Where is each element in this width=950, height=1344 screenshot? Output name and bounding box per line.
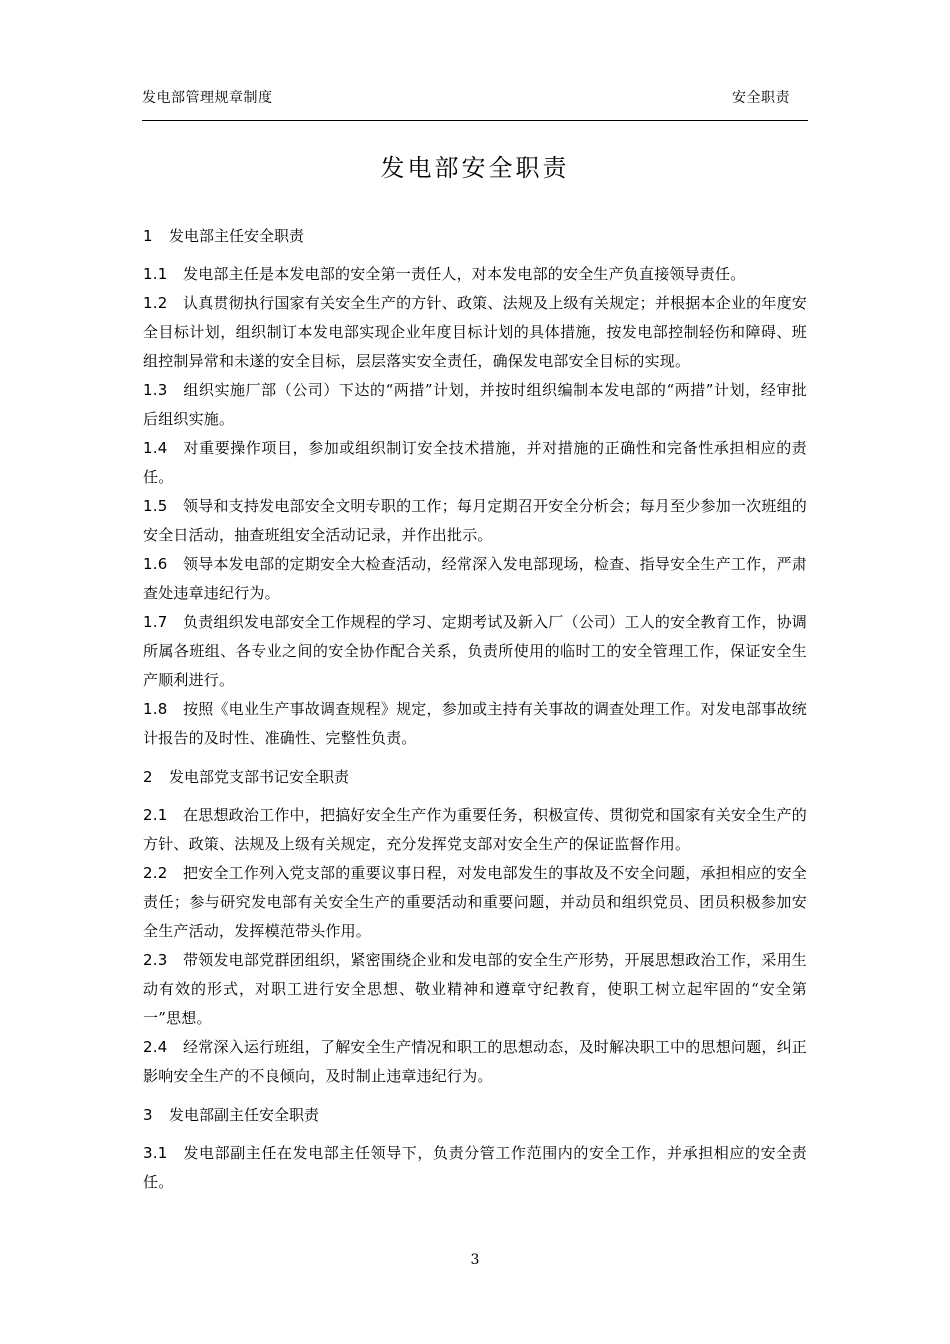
clause-number: 1.6 (143, 555, 168, 573)
clause-text: 认真贯彻执行国家有关安全生产的方针、政策、法规及上级有关规定；并根据本企业的年度安全目标计划，组织制订本发电部实现企业年度目标计划的具体措施，按发电部控制轻伤和障碍、班组控制异常和未遂的安全目标，层层落实安全责任，确保发电部安全目标的实现。 (143, 294, 807, 370)
page-title: 发电部安全职责 (380, 154, 570, 182)
clause-number: 1.8 (143, 700, 168, 718)
clause-text: 组织实施厂部（公司）下达的“两措”计划，并按时组织编制本发电部的“两措”计划，经审批后组织实施。 (143, 381, 807, 428)
header-left-text: 发电部管理规章制度 (142, 90, 273, 106)
clause-number: 1.5 (143, 497, 168, 515)
clause-number: 1.3 (143, 381, 168, 399)
clause-text: 发电部主任是本发电部的安全第一责任人，对本发电部的安全生产负直接领导责任。 (183, 265, 746, 283)
clause-paragraph (143, 695, 807, 753)
page-number: 3 (470, 1252, 480, 1268)
clause-number: 1.2 (143, 294, 168, 312)
clause-number: 1.4 (143, 439, 168, 457)
section-number: 1 (143, 227, 153, 245)
clause-paragraph (143, 859, 807, 946)
clause-text: 带领发电部党群团组织，紧密围绕企业和发电部的安全生产形势，开展思想政治工作，采用生动有效的形式，对职工进行安全思想、敬业精神和遵章守纪教育，使职工树立起牢固的“安全第一”思想。 (143, 951, 807, 1027)
clause-number: 3.1 (143, 1144, 168, 1162)
document-body (143, 222, 807, 1207)
clause-paragraph (143, 376, 807, 434)
clause-text: 经常深入运行班组，了解安全生产情况和职工的思想动态，及时解决职工中的思想问题，纠正影响安全生产的不良倾向，及时制止违章违纪行为。 (143, 1038, 807, 1085)
clause-paragraph (143, 608, 807, 695)
clause-paragraph (143, 801, 807, 859)
clause-text: 在思想政治工作中，把搞好安全生产作为重要任务，积极宣传、贯彻党和国家有关安全生产的方针、政策、法规及上级有关规定，充分发挥党支部对安全生产的保证监督作用。 (143, 806, 807, 853)
clause-paragraph (143, 260, 807, 289)
section-2 (143, 763, 807, 1091)
clause-text: 发电部副主任在发电部主任领导下，负责分管工作范围内的安全工作，并承担相应的安全责任。 (143, 1144, 807, 1191)
section-1 (143, 222, 807, 753)
header-right-text: 安全职责 (732, 90, 790, 106)
clause-paragraph (143, 550, 807, 608)
header-divider (142, 120, 808, 121)
clause-paragraph (143, 434, 807, 492)
clause-paragraph (143, 1033, 807, 1091)
section-3 (143, 1101, 807, 1197)
clause-number: 1.7 (143, 613, 168, 631)
section-heading (143, 1101, 807, 1129)
section-number: 2 (143, 768, 153, 786)
clause-number: 1.1 (143, 265, 168, 283)
clause-text: 领导本发电部的定期安全大检查活动，经常深入发电部现场，检查、指导安全生产工作，严肃查处违章违纪行为。 (143, 555, 807, 602)
clause-number: 2.1 (143, 806, 168, 824)
clause-paragraph (143, 289, 807, 376)
clause-text: 负责组织发电部安全工作规程的学习、定期考试及新入厂（公司）工人的安全教育工作，协调所属各班组、各专业之间的安全协作配合关系，负责所使用的临时工的安全管理工作，保证安全生产顺利进行。 (143, 613, 807, 689)
clause-number: 2.3 (143, 951, 168, 969)
clause-text: 对重要操作项目，参加或组织制订安全技术措施，并对措施的正确性和完备性承担相应的责任。 (143, 439, 807, 486)
clause-text: 把安全工作列入党支部的重要议事日程，对发电部发生的事故及不安全问题，承担相应的安全责任；参与研究发电部有关安全生产的重要活动和重要问题，并动员和组织党员、团员积极参加安全生产活动，发挥模范带头作用。 (143, 864, 807, 940)
clause-number: 2.4 (143, 1038, 168, 1056)
section-heading-text: 发电部党支部书记安全职责 (169, 768, 350, 786)
clause-text: 按照《电业生产事故调查规程》规定，参加或主持有关事故的调查处理工作。对发电部事故统计报告的及时性、准确性、完整性负责。 (143, 700, 807, 747)
section-heading-text: 发电部主任安全职责 (169, 227, 305, 245)
clause-paragraph (143, 492, 807, 550)
clause-number: 2.2 (143, 864, 168, 882)
section-number: 3 (143, 1106, 153, 1124)
page-header (142, 82, 808, 122)
clause-paragraph (143, 946, 807, 1033)
section-heading (143, 763, 807, 791)
clause-paragraph (143, 1139, 807, 1197)
clause-text: 领导和支持发电部安全文明专职的工作；每月定期召开安全分析会；每月至少参加一次班组的安全日活动，抽查班组安全活动记录，并作出批示。 (143, 497, 807, 544)
section-heading-text: 发电部副主任安全职责 (169, 1106, 320, 1124)
section-heading (143, 222, 807, 250)
